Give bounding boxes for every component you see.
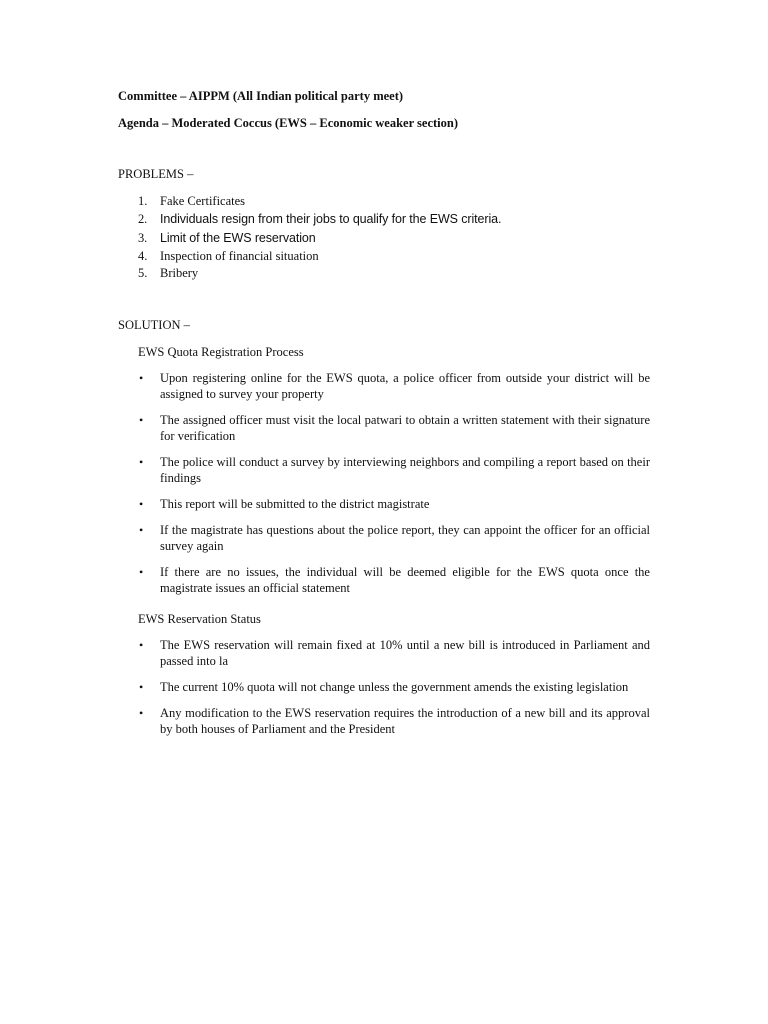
status-item-text: The EWS reservation will remain fixed at 10% until a new bill is introduced in Parliament and passed into la — [160, 638, 650, 668]
registration-subheading: EWS Quota Registration Process — [138, 345, 304, 359]
problem-item — [138, 193, 698, 211]
bullet-mark: • — [139, 565, 144, 579]
agenda-line: Agenda – Moderated Coccus (EWS – Economic weaker section) — [118, 116, 459, 130]
problem-text: Inspection of financial situation — [160, 249, 319, 263]
problem-item — [138, 265, 698, 282]
bullet-mark: • — [139, 523, 144, 537]
problems-heading: PROBLEMS – — [118, 167, 194, 181]
registration-item-text: This report will be submitted to the district magistrate — [160, 497, 430, 511]
registration-list — [138, 370, 650, 606]
bullet-mark: • — [139, 680, 144, 694]
bullet-mark: • — [139, 371, 144, 385]
registration-item — [138, 454, 650, 486]
registration-item — [138, 496, 650, 512]
bullet-mark: • — [139, 413, 144, 427]
registration-item — [138, 522, 650, 554]
registration-item-text: Upon registering online for the EWS quota, a police officer from outside your district will be assigned to survey your property — [160, 371, 650, 401]
bullet-mark: • — [139, 638, 144, 652]
status-item — [138, 705, 650, 737]
problem-number: 1. — [138, 194, 148, 208]
problem-number: 3. — [138, 231, 148, 245]
problem-text: Limit of the EWS reservation — [160, 231, 316, 245]
registration-item — [138, 412, 650, 444]
problem-number: 2. — [138, 212, 148, 226]
status-item-text: Any modification to the EWS reservation requires the introduction of a new bill and its approval by both houses of Parliament and the President — [160, 706, 650, 736]
problem-item — [138, 230, 698, 248]
registration-item-text: If there are no issues, the individual will be deemed eligible for the EWS quota once the magistrate issues an official statement — [160, 565, 650, 595]
status-list — [138, 637, 650, 747]
committee-line: Committee – AIPPM (All Indian political party meet) — [118, 89, 404, 103]
problem-item — [138, 248, 698, 265]
registration-item — [138, 370, 650, 402]
status-item — [138, 637, 650, 669]
problem-item — [138, 211, 698, 230]
problem-number: 4. — [138, 249, 148, 263]
registration-item-text: The assigned officer must visit the local patwari to obtain a written statement with their signature for verification — [160, 413, 650, 443]
problem-text: Bribery — [160, 266, 199, 280]
problem-number: 5. — [138, 266, 148, 280]
problems-list — [138, 193, 698, 282]
status-item-text: The current 10% quota will not change unless the government amends the existing legislation — [160, 680, 629, 694]
status-subheading: EWS Reservation Status — [138, 612, 261, 626]
status-item — [138, 679, 650, 695]
bullet-mark: • — [139, 706, 144, 720]
bullet-mark: • — [139, 455, 144, 469]
registration-item-text: If the magistrate has questions about the police report, they can appoint the officer for an official survey again — [160, 523, 650, 553]
registration-item — [138, 564, 650, 596]
registration-item-text: The police will conduct a survey by interviewing neighbors and compiling a report based on their findings — [160, 455, 650, 485]
bullet-mark: • — [139, 497, 144, 511]
problem-text: Individuals resign from their jobs to qualify for the EWS criteria. — [160, 212, 502, 226]
problem-text: Fake Certificates — [160, 194, 246, 208]
solution-heading: SOLUTION – — [118, 318, 190, 332]
